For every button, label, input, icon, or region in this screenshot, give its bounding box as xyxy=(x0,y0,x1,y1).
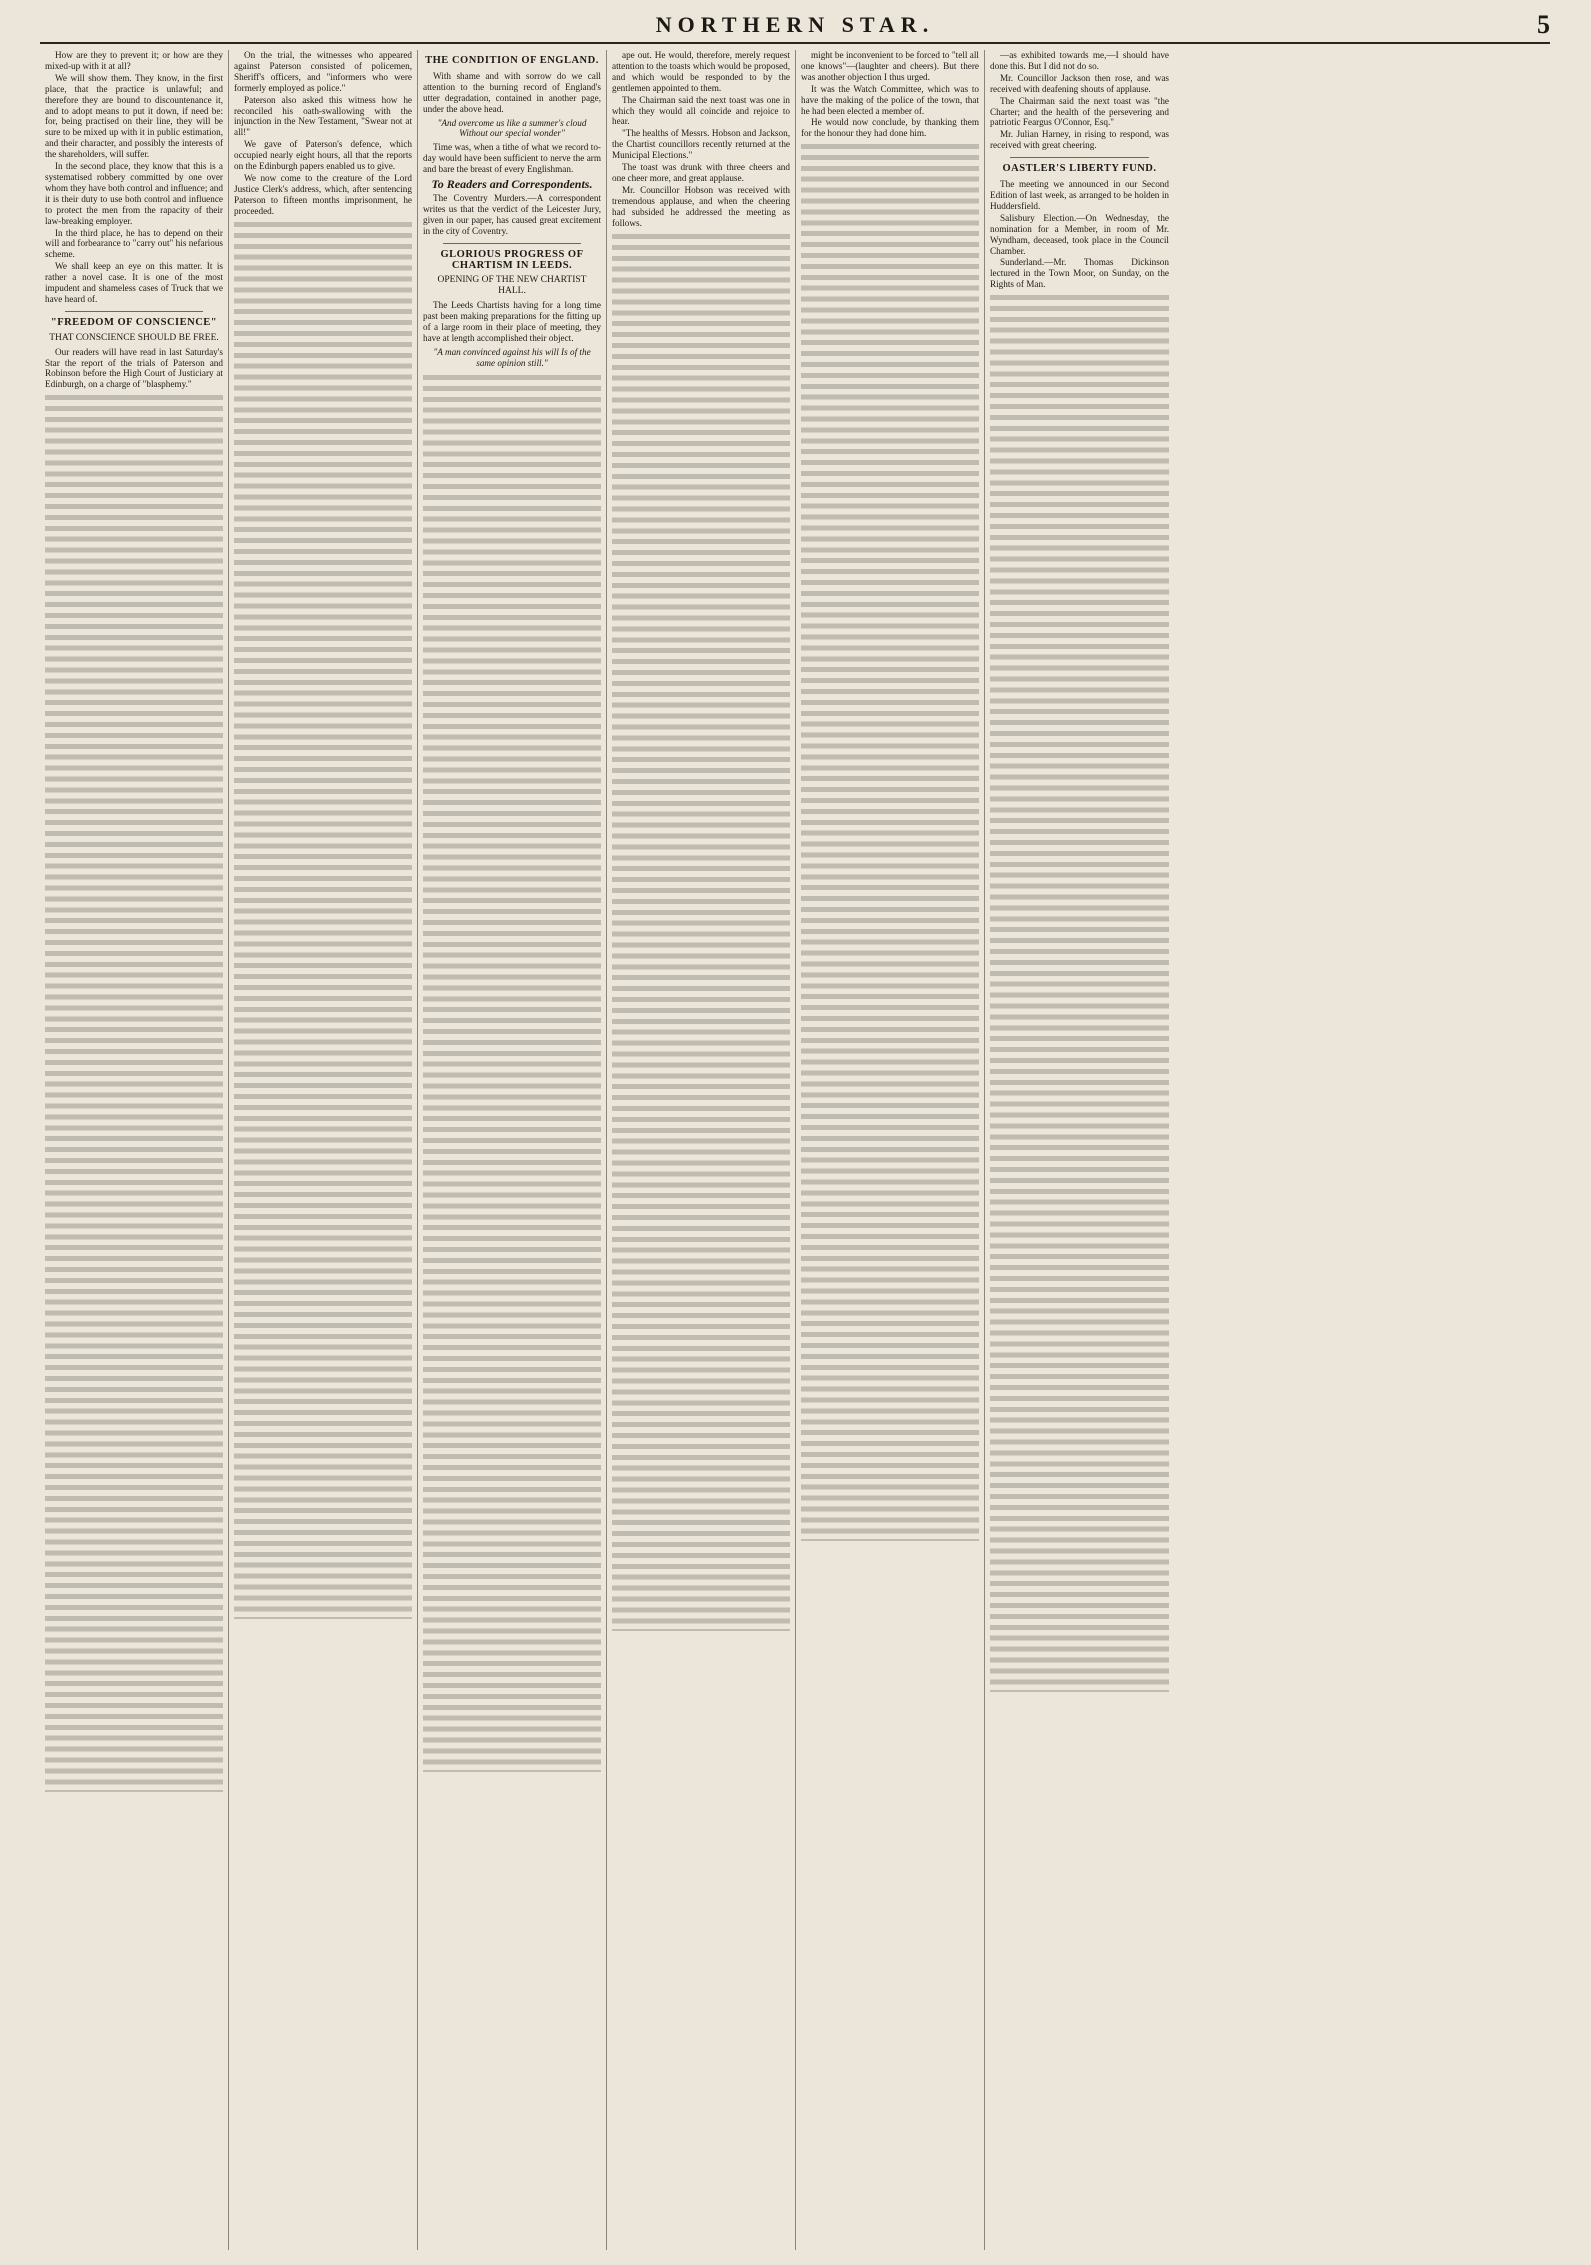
paragraph: The Leeds Chartists having for a long time past been making preparations for the fitting up of a large room in their place of meeting, they have at length accomplished their object. xyxy=(423,300,601,343)
newspaper-title: NORTHERN STAR. xyxy=(655,12,935,37)
paragraph: The Chairman said the next toast was one in which they would all coincide and rejoice to hear. xyxy=(612,94,790,127)
verse-quote: "And overcome us like a summer's cloud Without our special wonder" xyxy=(437,117,587,139)
masthead xyxy=(40,8,1550,44)
column-1 xyxy=(40,50,229,2250)
section-heading: GLORIOUS PROGRESS OF CHARTISM IN LEEDS. xyxy=(440,248,584,271)
paragraph: "The healths of Messrs. Hobson and Jackson, the Chartist councillors recently returned at the Municipal Elections." xyxy=(612,128,790,161)
paragraph: We now come to the creature of the Lord Justice Clerk's address, which, after sentencing Paterson to fifteen months imprisonment, he proceeded. xyxy=(234,172,412,216)
section-heading: OASTLER'S LIBERTY FUND. xyxy=(1002,163,1157,175)
paragraph: Time was, when a tithe of what we record to-day would have been sufficient to nerve the arm and bare the breast of every Englishman. xyxy=(423,142,601,175)
page-number: 5 xyxy=(1537,10,1550,39)
column-rule xyxy=(1010,157,1149,158)
paragraph: The Coventry Murders.—A correspondent writes us that the verdict of the Leicester Jury, given in our paper, has caused great excitement in the city of Coventry. xyxy=(423,192,601,236)
paragraph: How are they to prevent it; or how are they mixed-up with it at all? xyxy=(45,50,223,71)
continued-text-lines xyxy=(234,219,412,1619)
continued-text-lines xyxy=(45,392,223,1792)
paragraph: The toast was drunk with three cheers and one cheer more, and great applause. xyxy=(612,162,790,183)
column-4 xyxy=(607,50,796,2250)
paragraph: Salisbury Election.—On Wednesday, the nomination for a Member, in room of Mr. Wyndham, deceased, took place in the Council Chamber. xyxy=(990,212,1169,256)
section-heading: THE CONDITION OF ENGLAND. xyxy=(425,55,599,66)
paragraph: On the trial, the witnesses who appeared against Paterson consisted of policemen, Sheriff's officers, and "informers who were formerly employed as police." xyxy=(234,50,412,93)
column-6 xyxy=(985,50,1174,2250)
paragraph: Mr. Councillor Hobson was received with tremendous applause, and when the cheering had subsided he addressed the meeting as follows. xyxy=(612,184,790,228)
paragraph: In the third place, he has to depend on their will and forbearance to "carry out" his nefarious scheme. xyxy=(45,227,223,260)
continued-text-lines xyxy=(612,231,790,1631)
paragraph: We gave of Paterson's defence, which occupied nearly eight hours, all that the reports on the Edinburgh papers enabled us to give. xyxy=(234,139,412,172)
paragraph: Paterson also asked this witness how he reconciled his oath-swallowing with the injunction in the New Testament, "Swear not at all!" xyxy=(234,94,412,138)
section-heading: THAT CONSCIENCE SHOULD BE FREE. xyxy=(49,332,219,343)
continued-text-lines xyxy=(423,372,601,1772)
paragraph: We shall keep an eye on this matter. It is rather a novel case. It is one of the most impudent and shameless cases of Truck that we have heard of. xyxy=(45,261,223,304)
article-columns xyxy=(40,50,1550,2250)
paragraph: Mr. Julian Harney, in rising to respond, was received with great cheering. xyxy=(990,129,1169,151)
paragraph: Sunderland.—Mr. Thomas Dickinson lectured in the Town Moor, on Sunday, on the Rights of Man. xyxy=(990,257,1169,290)
paragraph: ape out. He would, therefore, merely request attention to the toasts which would be proposed, and which would be responded to by the gentlemen appointed to them. xyxy=(612,50,790,93)
column-5 xyxy=(796,50,985,2250)
paragraph: It was the Watch Committee, which was to have the making of the police of the town, that he had been elected a member of. xyxy=(801,83,979,116)
continued-text-lines xyxy=(990,292,1169,1692)
column-rule xyxy=(443,243,581,244)
paragraph: With shame and with sorrow do we call attention to the burning record of England's utter degradation, contained in another page, under the above head. xyxy=(423,70,601,114)
continued-text-lines xyxy=(801,141,979,1541)
section-heading: "FREEDOM OF CONSCIENCE" xyxy=(50,316,218,328)
section-heading: OPENING OF THE NEW CHARTIST HALL. xyxy=(437,275,587,297)
verse-quote: "A man convinced against his will Is of the same opinion still." xyxy=(433,346,591,368)
paragraph: In the second place, they know that this is a systematised robbery committed by one over whom they have both control and influence; and it is their duty to use both control and influence to protect the men from the rapacity of their law-breaking employer. xyxy=(45,161,223,226)
column-2 xyxy=(229,50,418,2250)
paragraph: The Chairman said the next toast was "the Charter; and the health of the persevering and patriotic Feargus O'Connor, Esq." xyxy=(990,95,1169,128)
column-rule xyxy=(65,311,203,312)
paragraph: might be inconvenient to be forced to "tell all one knows"—(laughter and cheers). But there was another objection I thus urged. xyxy=(801,50,979,82)
paragraph: Our readers will have read in last Saturday's Star the report of the trials of Paterson and Robinson before the High Court of Justiciary at Edinburgh, on a charge of "blasphemy." xyxy=(45,346,223,390)
paragraph: We will show them. They know, in the first place, that the practice is unlawful; and therefore they are bound to discountenance it, and to adopt means to put it down, if need be: for, being practised on their line, they will be sure to be mixed up with it in public estimation, and their character, and possibly the interests of the shareholders, will suffer. xyxy=(45,72,223,160)
paragraph: He would now conclude, by thanking them for the honour they had done him. xyxy=(801,117,979,139)
paragraph: The meeting we announced in our Second Edition of last week, as arranged to be holden in Huddersfield. xyxy=(990,179,1169,211)
paragraph: Mr. Councillor Jackson then rose, and was received with deafening shouts of applause. xyxy=(990,72,1169,94)
section-heading: To Readers and Correspondents. xyxy=(431,177,593,192)
paragraph: —as exhibited towards me,—I should have done this. But I did not do so. xyxy=(990,50,1169,71)
column-3 xyxy=(418,50,607,2250)
